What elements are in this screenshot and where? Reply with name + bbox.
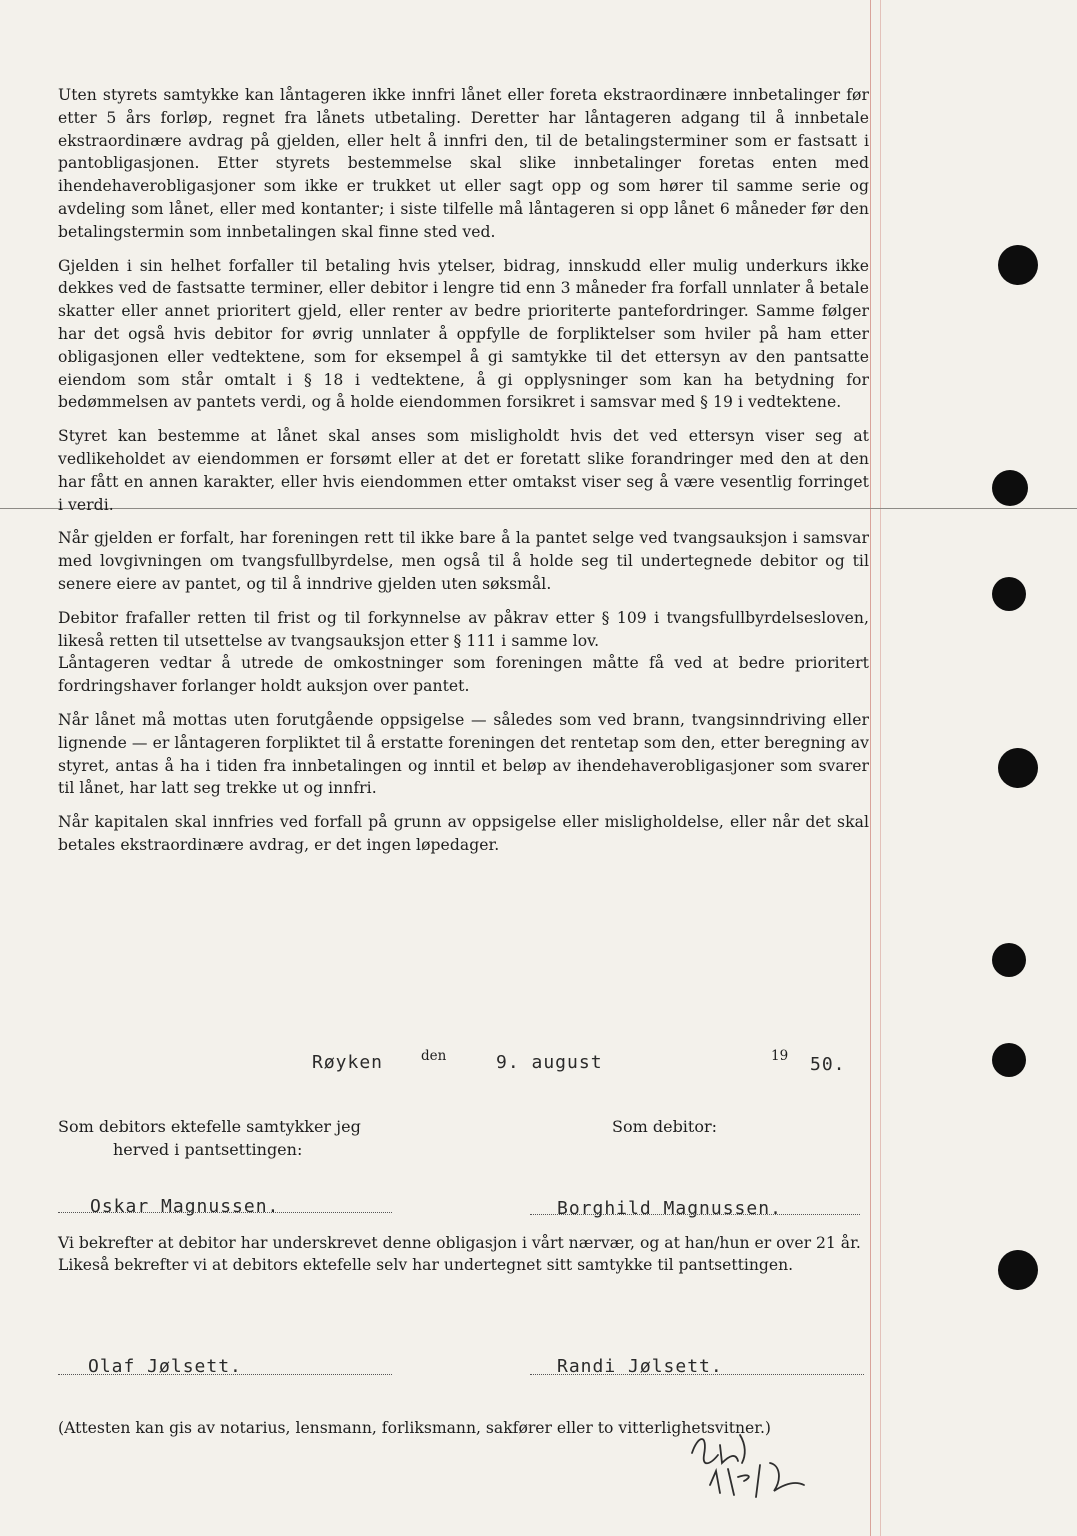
paragraph-default-due: Gjelden i sin helhet forfaller til betaling hvis ytelser, bidrag, innskudd eller mulig underkurs ikke dekkes ved de fastsatte terminer, eller debitor i lengre tid enn 3 måneder fra forfall unnlater å betale skatter eller annet prioritert gjeld, eller renter av bedre prioriterte pantefordringer. Samme følger har det også hvis debitor for øvrig unnlater å oppfylle de forpliktelser som hviler på ham etter obligasjonen eller vedtektene, som for eksempel å gi samtykke til det ettersyn av den pantsatte eiendom som står omtalt i § 18 i vedtektene, å gi opplysninger som kan ha betydning for bedømmelsen av pantets verdi, og å holde eiendommen forsikret i samsvar med § 19 i vedtektene. — [58, 256, 869, 412]
paragraph-costs: Låntageren vedtar å utrede de omkostninger som foreningen måtte få ved at bedre prioritert fordringshaver forlanger holdt auksjon over pantet. — [58, 654, 869, 696]
witness1-signature-line — [58, 1374, 392, 1375]
debtor-signature-line — [530, 1214, 860, 1215]
paragraph-interest-loss: Når lånet må mottas uten forutgående oppsigelse — således som ved brann, tvangsinndriving eller lignende — er låntageren forpliktet til å erstatte foreningen det rentetap som den, etter beregning av styret, antas å ha i tiden fra innbetalingen og inntil et beløp av ihendehaverobligasjoner som svarer til lånet, har latt seg trekke ut og innfri. — [58, 710, 869, 798]
witness2-signature-line — [530, 1374, 864, 1375]
terms-text — [58, 84, 869, 868]
paragraph-early-repayment: Uten styrets samtykke kan låntageren ikke innfri lånet eller foreta ekstraordinære innbetalinger før etter 5 års forløp, regnet fra lånets utbetaling. Deretter har låntageren adgang til å innbetale ekstraordinære avdrag på gjelden, eller helt å innfri den, til de betalingsterminer som er fastsatt i pantobligasjonen. Etter styrets bestemmelse skal slike innbetalinger foretas enten med ihendehaverobligasjoner som ikke er trukket ut eller sagt opp og som hører til samme serie og avdeling som lånet, eller med kontanter; i siste tilfelle må låntageren si opp lånet 6 måneder før den betalingstermin som innbetalingen skal finne sted ved. — [58, 86, 869, 241]
attestation-line2: Likeså bekrefter vi at debitors ektefelle selv har undertegnet sitt samtykke til pantsettingen. — [58, 1256, 794, 1274]
spouse-signature: Oskar Magnussen. — [90, 1196, 280, 1217]
punch-hole — [992, 943, 1026, 977]
debtor-signature: Borghild Magnussen. — [557, 1198, 782, 1219]
spouse-signature-line — [58, 1212, 392, 1213]
place: Røyken — [312, 1052, 384, 1073]
right-margin-line-outer — [880, 0, 881, 1536]
paragraph-misconduct: Styret kan bestemme at lånet skal anses som misligholdt hvis det ved ettersyn viser seg at vedlikeholdet av eiendommen er forsømt eller at det er foretatt slike forandringer med den at den har fått en annen karakter, eller hvis eiendommen etter omtakst viser seg å være vesentlig forringet i verdi. — [58, 427, 869, 514]
footnote: (Attesten kan gis av notarius, lensmann, forliksmann, sakfører eller to vitterlighetsvitner.) — [58, 1419, 772, 1437]
year-suffix: 50. — [810, 1054, 846, 1075]
debtor-label: Som debitor: — [612, 1117, 718, 1136]
attestation-line1: Vi bekrefter at debitor har underskrevet denne obligasjon i vårt nærvær, og at han/hun er over 21 år. — [58, 1234, 861, 1252]
punch-hole — [998, 1250, 1038, 1290]
punch-hole — [992, 1043, 1026, 1077]
right-margin-line — [870, 0, 871, 1536]
spouse-consent-line1: Som debitors ektefelle samtykker jeg — [58, 1117, 361, 1136]
witness1-signature: Olaf Jølsett. — [88, 1356, 242, 1377]
punch-hole — [998, 748, 1038, 788]
spouse-consent-line2: herved i pantsettingen: — [113, 1140, 303, 1159]
punch-hole — [992, 577, 1026, 611]
paragraph-no-grace-days: Når kapitalen skal innfries ved forfall på grunn av oppsigelse eller misligholdelse, eller når det skal betales ekstraordinære avdrag, er det ingen løpedager. — [58, 813, 869, 854]
handwritten-initials-mark — [680, 1425, 830, 1525]
punch-hole — [998, 245, 1038, 285]
year-prefix: 19 — [771, 1048, 789, 1064]
paragraph-enforcement: Når gjelden er forfalt, har foreningen rett til ikke bare å la pantet selge ved tvangsauksjon i samsvar med lovgivningen om tvangsfullbyrdelse, men også til å holde seg til undertegnede debitor og til senere eiere av pantet, og til å inndrive gjelden uten søksmål. — [58, 529, 869, 593]
punch-hole — [992, 470, 1028, 506]
witness2-signature: Randi Jølsett. — [557, 1356, 723, 1377]
paragraph-waiver: Debitor frafaller retten til frist og til forkynnelse av påkrav etter § 109 i tvangsfullbyrdelsesloven, likeså retten til utsettelse av tvangsauksjon etter § 111 i samme lov. — [58, 608, 869, 650]
date: 9. august — [496, 1052, 603, 1073]
den-label: den — [421, 1048, 447, 1064]
